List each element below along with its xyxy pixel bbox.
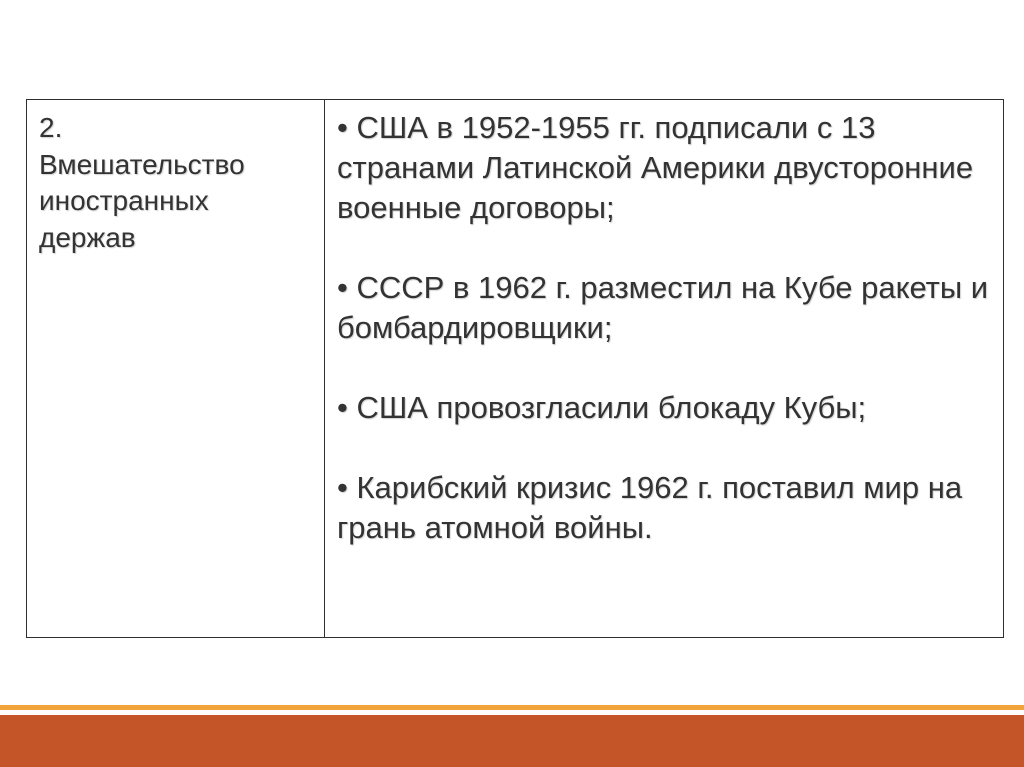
footer-accent-bar	[0, 715, 1024, 767]
bullet-icon: •	[337, 389, 357, 425]
heading-line: держав	[39, 222, 136, 254]
bullet-list-cell	[325, 100, 1004, 638]
bullet-text: Карибский кризис 1962 г. поставил мир на грань атомной войны.	[337, 469, 963, 545]
heading-line: иностранных	[39, 185, 209, 217]
heading-line: Вмешательство	[39, 148, 245, 180]
bullet-icon: •	[337, 469, 357, 505]
footer-accent-line	[0, 705, 1024, 710]
bullet-text: СССР в 1962 г. разместил на Кубе ракеты и бомбардировщики;	[337, 269, 989, 345]
heading-number: 2.	[39, 112, 63, 143]
bullet-item	[337, 268, 989, 348]
bullet-text: США провозгласили блокаду Кубы;	[356, 389, 867, 425]
bullet-icon: •	[337, 110, 357, 145]
table-row	[27, 100, 1004, 638]
content-table	[26, 99, 1004, 638]
bullet-text: США в 1952-1955 гг. подписали с 13 странами Латинской Америки двусторонние военные договоры;	[337, 110, 974, 225]
bullet-item	[337, 108, 989, 228]
bullet-icon: •	[337, 269, 357, 305]
bullet-item	[337, 388, 989, 428]
bullet-item	[337, 468, 989, 548]
row-heading-cell	[27, 100, 325, 638]
